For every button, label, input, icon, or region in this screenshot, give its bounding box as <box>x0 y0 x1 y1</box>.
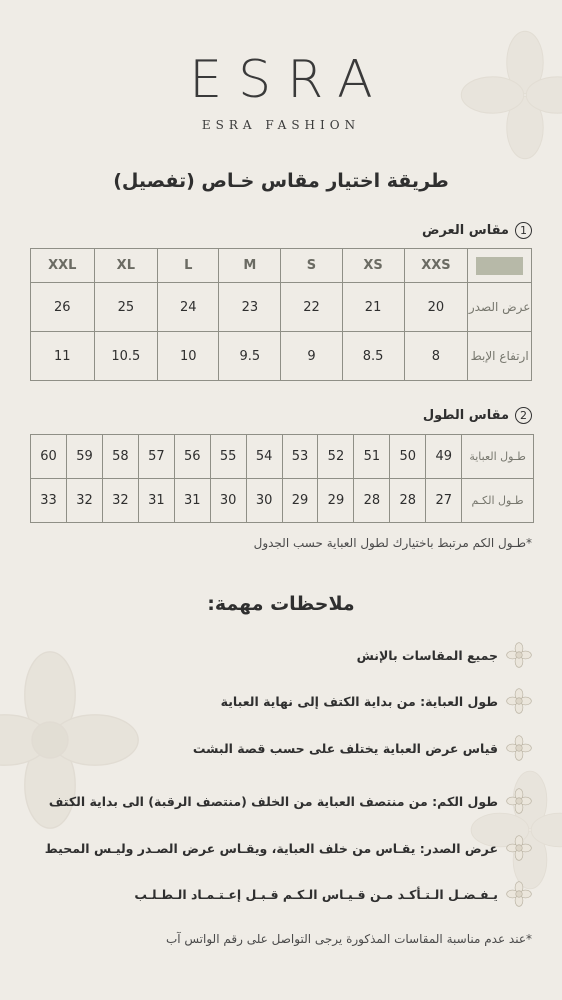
note-item <box>134 881 532 907</box>
size-header: XXL <box>31 249 95 283</box>
table-cell: 60 <box>31 435 67 479</box>
table-cell: 32 <box>102 479 138 523</box>
table-cell: 56 <box>174 435 210 479</box>
table-cell: 23 <box>219 283 281 332</box>
row-label: عرض الصدر <box>468 283 532 332</box>
header-swatch-cell <box>468 249 532 283</box>
note-text: عرض الصدر: يقـاس من خلف العباية، ويقـاس عرض الصـدر وليـس المحيط <box>44 840 498 856</box>
table-cell: 53 <box>282 435 318 479</box>
table-cell: 8.5 <box>342 332 404 381</box>
logo-subtitle: ESRA FASHION <box>201 118 361 132</box>
note-text: طول الكم: من منتصف العباية من الخلف (منتصف الرقبة) الى بداية الكتف <box>48 793 498 809</box>
table-cell: 27 <box>426 479 462 523</box>
logo-mark: ESRA <box>189 50 389 110</box>
row-label: طـول العباية <box>462 435 534 479</box>
size-header: M <box>219 249 281 283</box>
flower-bullet-icon <box>506 735 532 761</box>
width-size-table <box>30 248 532 381</box>
notes-title: ملاحظات مهمة: <box>207 593 355 615</box>
note-item <box>45 835 532 861</box>
table-row <box>31 479 534 523</box>
table-cell: 52 <box>318 435 354 479</box>
row-label: طـول الكـم <box>462 479 534 523</box>
note-text: طول العباية: من بداية الكتف إلى نهاية العباية <box>220 693 498 709</box>
table-cell: 24 <box>158 283 219 332</box>
note-item <box>357 642 532 668</box>
note-item <box>49 788 532 814</box>
table-cell: 28 <box>354 479 390 523</box>
table-cell: 29 <box>318 479 354 523</box>
table-cell: 54 <box>246 435 282 479</box>
width-section-title: مقاس العرض <box>421 223 509 238</box>
size-header: XS <box>342 249 404 283</box>
flower-bullet-icon <box>506 835 532 861</box>
page-title: طريقة اختيار مقاس خـاص (تفصيل) <box>113 170 449 192</box>
flower-bullet-icon <box>506 788 532 814</box>
table-cell: 11 <box>31 332 95 381</box>
table-cell: 50 <box>390 435 426 479</box>
note-text: جميع المقاسات بالإنش <box>356 647 498 663</box>
table-cell: 26 <box>31 283 95 332</box>
table-cell: 59 <box>67 435 103 479</box>
size-header: XL <box>94 249 158 283</box>
table-row <box>31 283 532 332</box>
table-row <box>31 332 532 381</box>
table-cell: 58 <box>102 435 138 479</box>
table-cell: 32 <box>67 479 103 523</box>
length-section-title: مقاس الطول <box>422 408 509 423</box>
table-cell: 22 <box>281 283 342 332</box>
table-cell: 30 <box>210 479 246 523</box>
table-cell: 49 <box>426 435 462 479</box>
table-cell: 57 <box>138 435 174 479</box>
note-text: يـفـضـل الـتـأكـد مـن قـيـاس الـكـم قـبـل إعـتـمـاد الـطـلـب <box>134 886 498 902</box>
table-cell: 29 <box>282 479 318 523</box>
note-item <box>193 735 532 761</box>
flower-bullet-icon <box>506 881 532 907</box>
length-size-table <box>30 434 534 523</box>
table-cell: 9 <box>281 332 342 381</box>
table-cell: 28 <box>390 479 426 523</box>
flower-bullet-icon <box>506 642 532 668</box>
table-header-row <box>31 249 532 283</box>
table-cell: 31 <box>174 479 210 523</box>
table-cell: 20 <box>404 283 468 332</box>
background-flower-icon <box>470 760 562 900</box>
section-number-badge: 1 <box>515 222 532 239</box>
size-header: S <box>281 249 342 283</box>
note-text: قياس عرض العباية يختلف على حسب قصة البشت <box>192 740 498 756</box>
table-cell: 10 <box>158 332 219 381</box>
table-cell: 21 <box>342 283 404 332</box>
table-cell: 33 <box>31 479 67 523</box>
table-cell: 51 <box>354 435 390 479</box>
width-section-label <box>422 222 532 239</box>
flower-bullet-icon <box>506 688 532 714</box>
table-cell: 8 <box>404 332 468 381</box>
contact-footnote: *عند عدم مناسبة المقاسات المذكورة يرجى التواصل على رقم الواتس آب <box>165 932 532 946</box>
table-row <box>31 435 534 479</box>
section-number-badge: 2 <box>515 407 532 424</box>
table-cell: 55 <box>210 435 246 479</box>
length-section-label <box>423 407 532 424</box>
length-footnote: *طـول الكم مرتبط باختيارك لطول العباية حسب الجدول <box>253 536 532 550</box>
table-cell: 30 <box>246 479 282 523</box>
note-item <box>221 688 532 714</box>
table-cell: 31 <box>138 479 174 523</box>
row-label: ارتفاع الإبط <box>468 332 532 381</box>
size-header: L <box>158 249 219 283</box>
table-cell: 25 <box>94 283 158 332</box>
color-swatch <box>476 257 523 275</box>
size-header: XXS <box>404 249 468 283</box>
table-cell: 10.5 <box>94 332 158 381</box>
table-cell: 9.5 <box>219 332 281 381</box>
brand-logo <box>0 52 562 132</box>
